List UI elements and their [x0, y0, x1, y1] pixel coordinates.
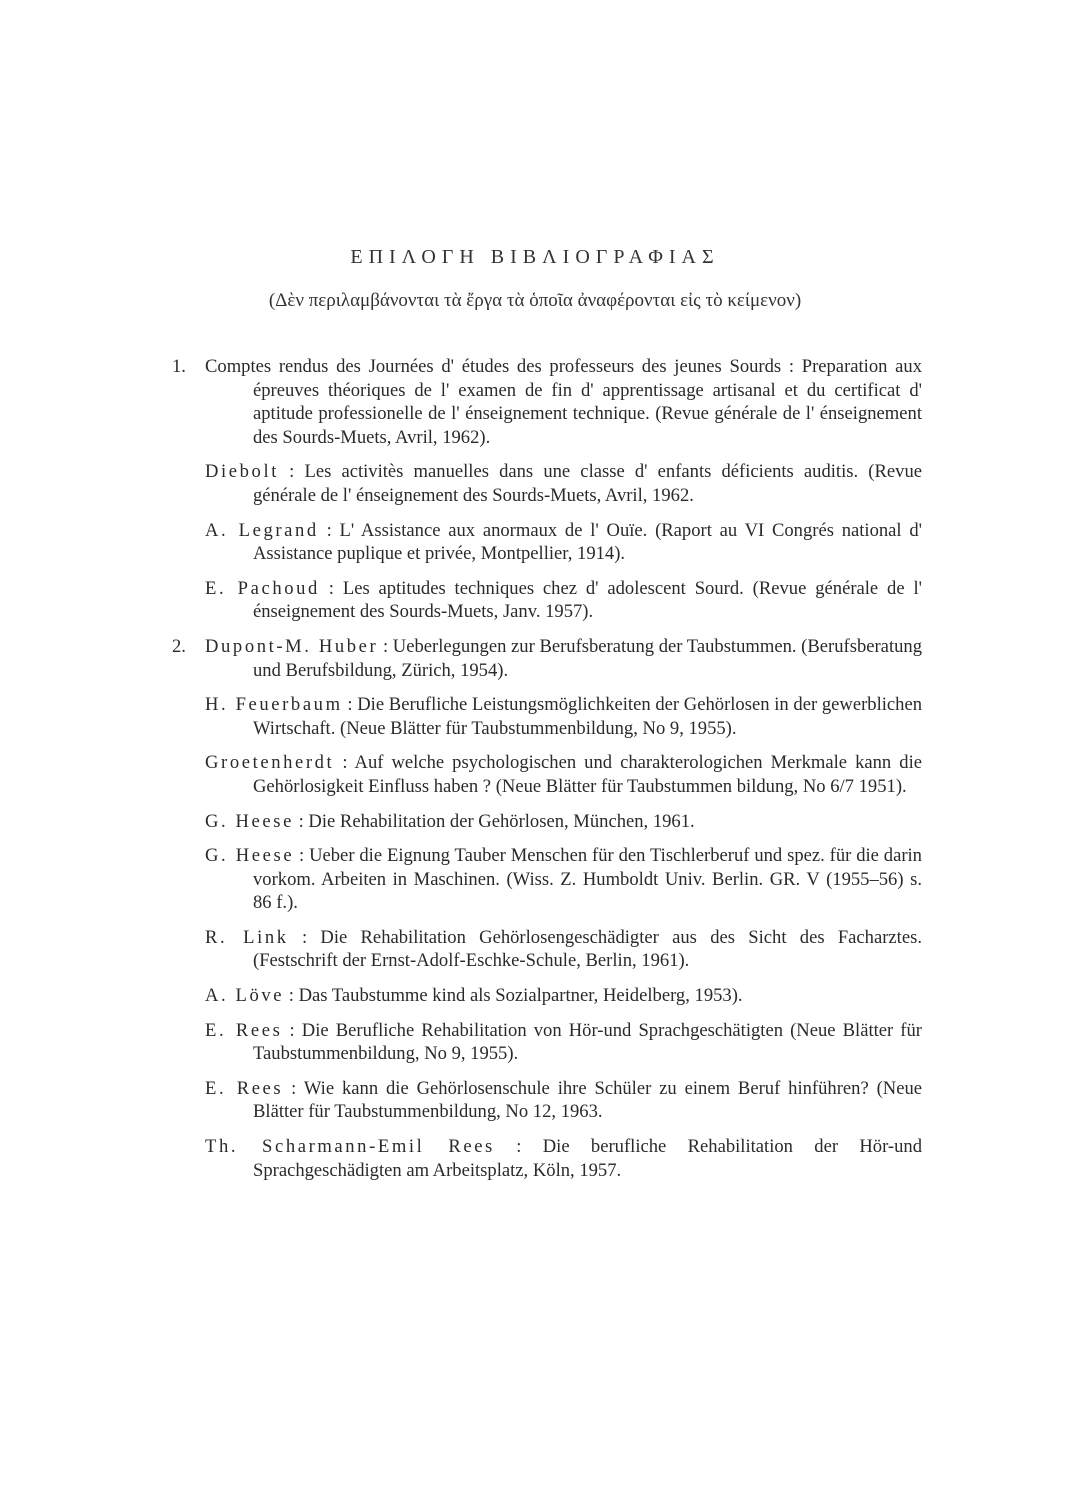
bibliography-entry — [172, 519, 922, 566]
entry-author: R. Link — [205, 926, 289, 948]
entry-author: Groetenherdt — [205, 752, 335, 774]
entry-author: Dupont-M. Huber — [205, 635, 379, 657]
entry-author: E. Pachoud — [205, 577, 320, 599]
entry-author: Diebolt — [205, 461, 279, 483]
entry-author: G. Heese — [205, 810, 294, 832]
entry-text: : Ueber die Eignung Tauber Menschen für den Tischlerberuf und spez. für die darin vorkom. Arbeiten in Maschinen. (Wiss. Z. Humboldt Univ. Berlin. GR. V (1955–56) s. 86 f.). — [253, 845, 922, 914]
entry-author: A. Löve — [205, 985, 285, 1007]
entry-author: A. Legrand — [205, 519, 319, 541]
bibliography-entry — [172, 844, 922, 915]
entry-text: : Das Taubstumme kind als Sozialpartner, Heidelberg, 1953). — [288, 985, 743, 1007]
bibliography-entry — [172, 1135, 922, 1182]
bibliography-entry — [172, 635, 922, 682]
bibliography-entry — [172, 355, 922, 449]
entry-text: : Die Rehabilitation Gehörlosengeschädigter aus des Sicht des Facharztes. (Festschrift der Ernst-Adolf-Eschke-Schule, Berlin, 1961). — [253, 926, 922, 972]
entry-text: : Les activitès manuelles dans une classe d' enfants déficients auditis. (Revue générale de l' énseignement des Sourds-Muets, Avril, 1962. — [253, 461, 922, 506]
bibliography-entry — [172, 984, 922, 1008]
bibliography-entry — [172, 751, 922, 798]
entry-text: : Die Berufliche Leistungsmöglichkeiten der Gehörlosen in der gewerblichen Wirtschaft. (Neue Blätter für Taubstummenbildung, No 9, 1955). — [253, 694, 923, 739]
entry-author: H. Feuerbaum — [205, 694, 343, 716]
bibliography-entry — [172, 693, 922, 740]
entry-author: E. Rees — [205, 1077, 284, 1099]
entry-text: : L' Assistance aux anormaux de l' Ouïe. (Raport au VI Congrés national d' Assistance puplique et privée, Montpellier, 1914). — [253, 519, 923, 565]
bibliography-entry — [172, 810, 922, 834]
entry-text: : Die berufliche Rehabilitation der Hör-und Sprachgeschädigten am Arbeitsplatz, Köln, 1957. — [253, 1136, 922, 1181]
bibliography-entry — [172, 577, 922, 624]
bibliography-list — [172, 355, 922, 1193]
entry-text: : Ueberlegungen zur Berufsberatung der Taubstummen. (Berufsberatung und Berufsbildung, Zürich, 1954). — [253, 635, 922, 681]
bibliography-entry — [172, 1077, 922, 1124]
entry-author: G. Heese — [205, 845, 295, 867]
entry-text: : Die Berufliche Rehabilitation von Hör-und Sprachgeschätigten (Neue Blätter für Taubstummenbildung, No 9, 1955). — [253, 1019, 922, 1065]
entry-text: : Die Rehabilitation der Gehörlosen, München, 1961. — [298, 810, 695, 832]
entry-text: : Les aptitudes techniques chez d' adolescent Sourd. (Revue générale de l' énseignement des Sourds-Muets, Janv. 1957). — [253, 577, 922, 623]
page-title: ΕΠΙΛΟΓΗ ΒΙΒΛΙΟΓΡΑΦΙΑΣ — [350, 246, 720, 268]
entry-author: E. Rees — [205, 1019, 283, 1041]
entry-number: 1. — [172, 356, 186, 377]
bibliography-entry — [172, 460, 922, 507]
entry-text: Comptes rendus des Journées d' études des professeurs des jeunes Sourds : Preparation aux épreuves théoriques de l' examen de fin d' apprentissage artisanal et du certificat d' aptitude professionelle de l' énseignement technique. (Revue générale de l' énseignement des Sourds-Muets, Avril, 1962). — [205, 356, 922, 448]
entry-number: 2. — [172, 635, 186, 657]
bibliography-entry — [172, 926, 922, 973]
page-subtitle: (Δὲν περιλαμβάνονται τὰ ἔργα τὰ ὁποῖα ἀναφέρονται εἰς τὸ κείμενον) — [268, 290, 802, 311]
entry-text: : Auf welche psychologischen und charakterologichen Merkmale kann die Gehörlosigkeit Einfluss haben ? (Neue Blätter für Taubstummen bildung, No 6/7 1951). — [253, 752, 922, 797]
entry-author: Th. Scharmann-Emil Rees — [205, 1136, 495, 1158]
entry-text: : Wie kann die Gehörlosenschule ihre Schüler zu einem Beruf hinführen? (Neue Blätter für Taubstummenbildung, No 12, 1963. — [253, 1077, 923, 1123]
bibliography-entry — [172, 1019, 922, 1066]
